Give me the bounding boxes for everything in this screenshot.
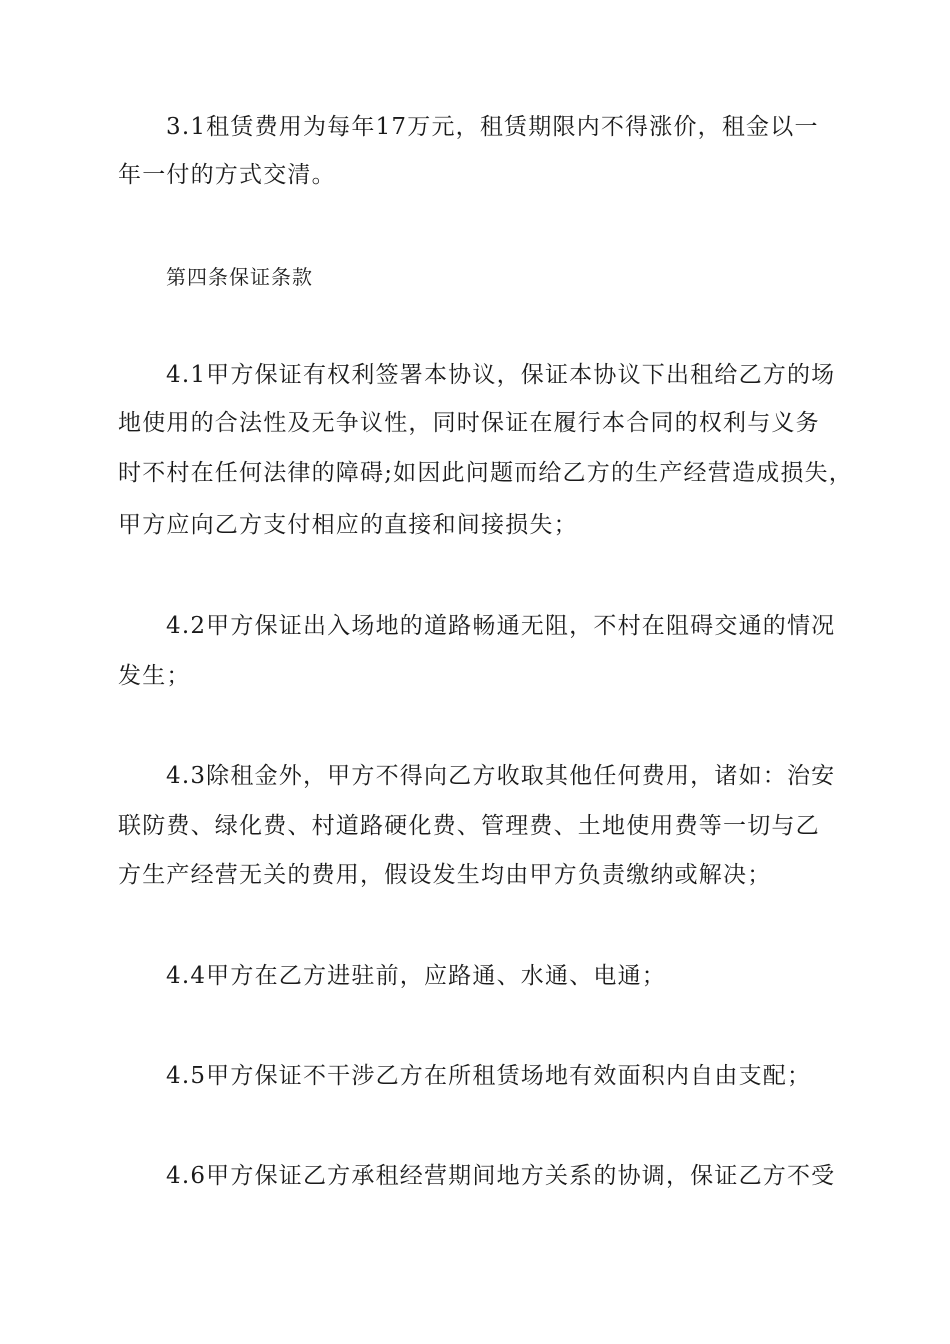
clause-4-2-line-1: 4.2甲方保证出入场地的道路畅通无阻，不村在阻碍交通的情况 xyxy=(166,613,836,639)
section-heading-article-4: 第四条保证条款 xyxy=(166,265,313,289)
clause-4-2-line-2: 发生； xyxy=(118,663,191,689)
clause-4-3-line-1: 4.3除租金外，甲方不得向乙方收取其他任何费用，诸如：治安 xyxy=(166,763,836,789)
clause-3-1-line-2: 年一付的方式交清。 xyxy=(118,162,336,188)
clause-4-1-line-3: 时不村在任何法律的障碍;如因此问题而给乙方的生产经营造成损失， xyxy=(118,460,853,486)
clause-4-3-line-2: 联防费、绿化费、村道路硬化费、管理费、土地使用费等一切与乙 xyxy=(118,813,820,839)
clause-4-1-line-1: 4.1甲方保证有权利签署本协议，保证本协议下出租给乙方的场 xyxy=(166,362,836,388)
clause-4-1-line-2: 地使用的合法性及无争议性，同时保证在履行本合同的权利与义务 xyxy=(118,410,820,436)
clause-4-6-line-1: 4.6甲方保证乙方承租经营期间地方关系的协调，保证乙方不受 xyxy=(166,1163,836,1189)
clause-4-1-line-4: 甲方应向乙方支付相应的直接和间接损失； xyxy=(118,512,578,538)
clause-3-1-line-1: 3.1租赁费用为每年17万元，租赁期限内不得涨价，租金以一 xyxy=(166,114,819,140)
clause-4-3-line-3: 方生产经营无关的费用，假设发生均由甲方负责缴纳或解决； xyxy=(118,862,772,888)
clause-4-5-line-1: 4.5甲方保证不干涉乙方在所租赁场地有效面积内自由支配； xyxy=(166,1063,812,1089)
clause-4-4-line-1: 4.4甲方在乙方进驻前，应路通、水通、电通； xyxy=(166,963,666,989)
